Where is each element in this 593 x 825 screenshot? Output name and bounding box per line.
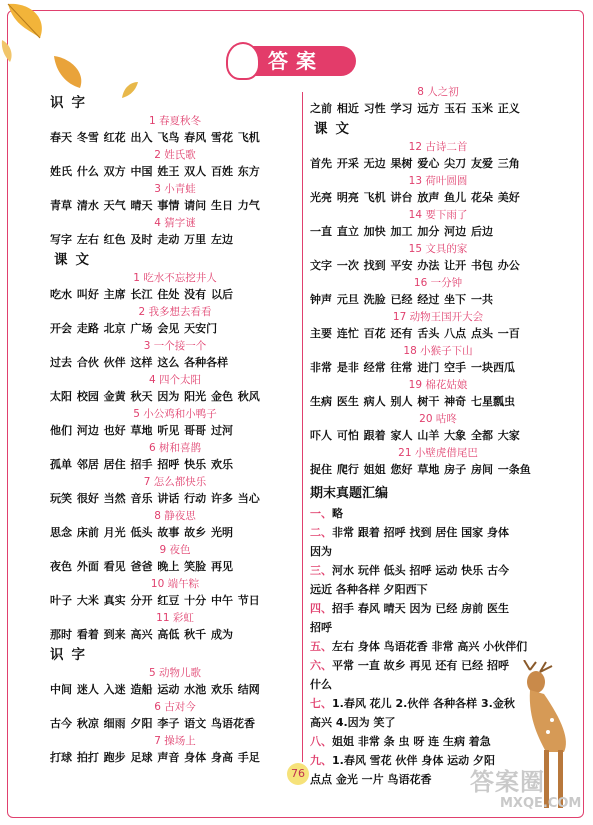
autumn-leaf-icon — [0, 0, 95, 95]
lesson-title: 20 咕咚 — [419, 413, 457, 425]
lesson-title: 7 怎么都快乐 — [143, 476, 207, 488]
page-number: 76 — [287, 763, 309, 785]
exam-item — [310, 599, 566, 637]
lesson-title: 1 吃水不忘挖井人 — [133, 272, 217, 284]
lesson-words: 古今 秋凉 细雨 夕阳 李子 语文 鸟语花香 — [50, 717, 255, 730]
lesson-words: 夜色 外面 看见 爸爸 晚上 笑脸 再见 — [50, 560, 233, 573]
exam-item-number: 八、 — [310, 735, 332, 748]
answer-title-badge — [236, 46, 356, 76]
lesson-words: 文字 一次 找到 平安 办法 让开 书包 办公 — [310, 259, 520, 272]
exam-item — [310, 637, 566, 656]
lesson-words: 他们 河边 也好 草地 听见 哥哥 过河 — [50, 424, 233, 437]
exam-item-number: 三、 — [310, 564, 332, 577]
lesson-title: 15 文具的家 — [408, 243, 468, 255]
exam-item-text: 招手 春风 晴天 因为 已经 房前 医生 招呼 — [310, 602, 509, 634]
lesson-title: 13 荷叶圆圆 — [408, 175, 468, 187]
lesson-words: 思念 床前 月光 低头 故事 故乡 光明 — [50, 526, 233, 539]
page-title: 答案 — [268, 49, 324, 73]
exam-item-text: 1.春风 花儿 2.伙伴 各种各样 3.金秋 高兴 4.因为 笑了 — [310, 697, 515, 729]
lesson-words: 钟声 元旦 洗脸 已经 经过 坐下 一共 — [310, 293, 493, 306]
lesson-title: 2 我多想去看看 — [138, 306, 212, 318]
exam-item-text: 略 — [332, 507, 343, 520]
lesson-words: 孤单 邻居 居住 招手 招呼 快乐 欢乐 — [50, 458, 233, 471]
lesson-words: 捉住 爬行 姐姐 您好 草地 房子 房间 一条鱼 — [310, 463, 531, 476]
lesson-words: 春天 冬雪 红花 出入 飞鸟 春风 雪花 飞机 — [50, 131, 260, 144]
lesson-title: 18 小猴子下山 — [403, 345, 473, 357]
lesson-title: 10 端午粽 — [150, 578, 200, 590]
lesson-title: 8 人之初 — [417, 86, 459, 98]
lesson-words: 吃水 叫好 主席 长江 住处 没有 以后 — [50, 288, 233, 301]
lesson-title: 14 要下雨了 — [408, 209, 468, 221]
exam-item-text: 河水 玩伴 低头 招呼 运动 快乐 古今 远近 各种各样 夕阳西下 — [310, 564, 509, 596]
lesson-words: 中间 迷人 入迷 造船 运动 水池 欢乐 结网 — [50, 683, 260, 696]
lesson-title: 4 四个太阳 — [148, 374, 202, 386]
lesson-words: 过去 合伙 伙伴 这样 这么 各种各样 — [50, 356, 229, 369]
exam-item-number: 五、 — [310, 640, 332, 653]
lesson-words: 太阳 校园 金黄 秋天 因为 阳光 金色 秋风 — [50, 390, 260, 403]
lesson-words: 光亮 明亮 飞机 讲台 放声 鱼儿 花朵 美好 — [310, 191, 520, 204]
exam-item — [310, 504, 566, 523]
exam-item-number: 六、 — [310, 659, 332, 672]
watermark-url: MXQE.COM — [500, 796, 582, 811]
lesson-title: 6 树和喜鹊 — [148, 442, 202, 454]
lesson-title: 1 春夏秋冬 — [148, 115, 202, 127]
exam-item-number: 九、 — [310, 754, 332, 767]
column-divider — [302, 92, 303, 762]
exam-item-number: 四、 — [310, 602, 332, 615]
exam-item-text: 平常 一直 故乡 再见 还有 已经 招呼 什么 — [310, 659, 509, 691]
lesson-title: 9 夜色 — [159, 544, 191, 556]
exam-item-text: 姐姐 非常 条 虫 呀 连 生病 着急 — [332, 735, 491, 748]
exam-item — [310, 523, 566, 561]
exam-item-number: 七、 — [310, 697, 332, 710]
section-heading: 课文 — [54, 252, 97, 268]
lesson-words: 玩笑 很好 当然 音乐 讲话 行动 许多 当心 — [50, 492, 260, 505]
exam-item-text: 左右 身体 鸟语花香 非常 高兴 小伙伴们 — [332, 640, 528, 653]
lesson-title: 16 一分钟 — [413, 277, 463, 289]
exam-item — [310, 561, 566, 599]
lesson-title: 4 猜字谜 — [154, 217, 196, 229]
lesson-words: 姓氏 什么 双方 中国 姓王 双人 百姓 东方 — [50, 165, 260, 178]
exam-item-number: 一、 — [310, 507, 332, 520]
lesson-title: 11 彩虹 — [156, 612, 194, 624]
lesson-title: 17 动物王国开大会 — [392, 311, 484, 323]
lesson-words: 主要 连忙 百花 还有 舌头 八点 点头 一百 — [310, 327, 520, 340]
lesson-words: 青草 清水 天气 晴天 事情 请问 生日 力气 — [50, 199, 260, 212]
section-heading: 课文 — [314, 121, 357, 137]
lesson-title: 12 古诗二首 — [408, 141, 468, 153]
lesson-title: 5 小公鸡和小鸭子 — [133, 408, 217, 420]
lesson-title: 3 小青蛙 — [154, 183, 196, 195]
lesson-words: 吓人 可怕 跟着 家人 山羊 大象 全都 大家 — [310, 429, 520, 442]
lesson-words: 打球 拍打 跑步 足球 声音 身体 身高 手足 — [50, 751, 260, 764]
lesson-words: 首先 开采 无边 果树 爱心 尖刀 友爱 三角 — [310, 157, 520, 170]
lesson-words: 开会 走路 北京 广场 会见 天安门 — [50, 322, 218, 335]
lesson-title: 2 姓氏歌 — [154, 149, 196, 161]
exam-item-text: 1.春风 雪花 伙伴 身体 运动 夕阳 点点 金光 一片 鸟语花香 — [310, 754, 495, 786]
lesson-words: 生病 医生 病人 别人 树干 神奇 七星瓢虫 — [310, 395, 515, 408]
exam-item-number: 二、 — [310, 526, 332, 539]
left-column — [50, 93, 300, 768]
lesson-words: 之前 相近 习性 学习 远方 玉石 玉米 正义 — [310, 102, 520, 115]
lesson-words: 非常 是非 经常 往常 进门 空手 一块西瓜 — [310, 361, 515, 374]
lesson-title: 6 古对今 — [154, 701, 196, 713]
lesson-title: 3 一个接一个 — [143, 340, 207, 352]
section-heading: 识字 — [50, 647, 93, 663]
section-heading: 识字 — [50, 95, 93, 111]
lesson-title: 5 动物儿歌 — [148, 667, 202, 679]
mascot-icon — [226, 42, 260, 80]
lesson-words: 那时 看着 到来 高兴 高低 秋千 成为 — [50, 628, 233, 641]
exam-item-text: 非常 跟着 招呼 找到 居住 国家 身体 因为 — [310, 526, 509, 558]
exam-section-title: 期末真题汇编 — [310, 486, 389, 501]
lesson-title: 8 静夜思 — [154, 510, 196, 522]
lesson-title: 21 小壁虎借尾巴 — [398, 447, 478, 459]
watermark-logo: 答案圈 — [470, 768, 545, 796]
lesson-words: 写字 左右 红色 及时 走动 万里 左边 — [50, 233, 233, 246]
lesson-title: 7 操场上 — [154, 735, 196, 747]
lesson-title: 19 棉花姑娘 — [408, 379, 468, 391]
lesson-words: 叶子 大米 真实 分开 红豆 十分 中午 节日 — [50, 594, 260, 607]
lesson-words: 一直 直立 加快 加工 加分 河边 后边 — [310, 225, 493, 238]
